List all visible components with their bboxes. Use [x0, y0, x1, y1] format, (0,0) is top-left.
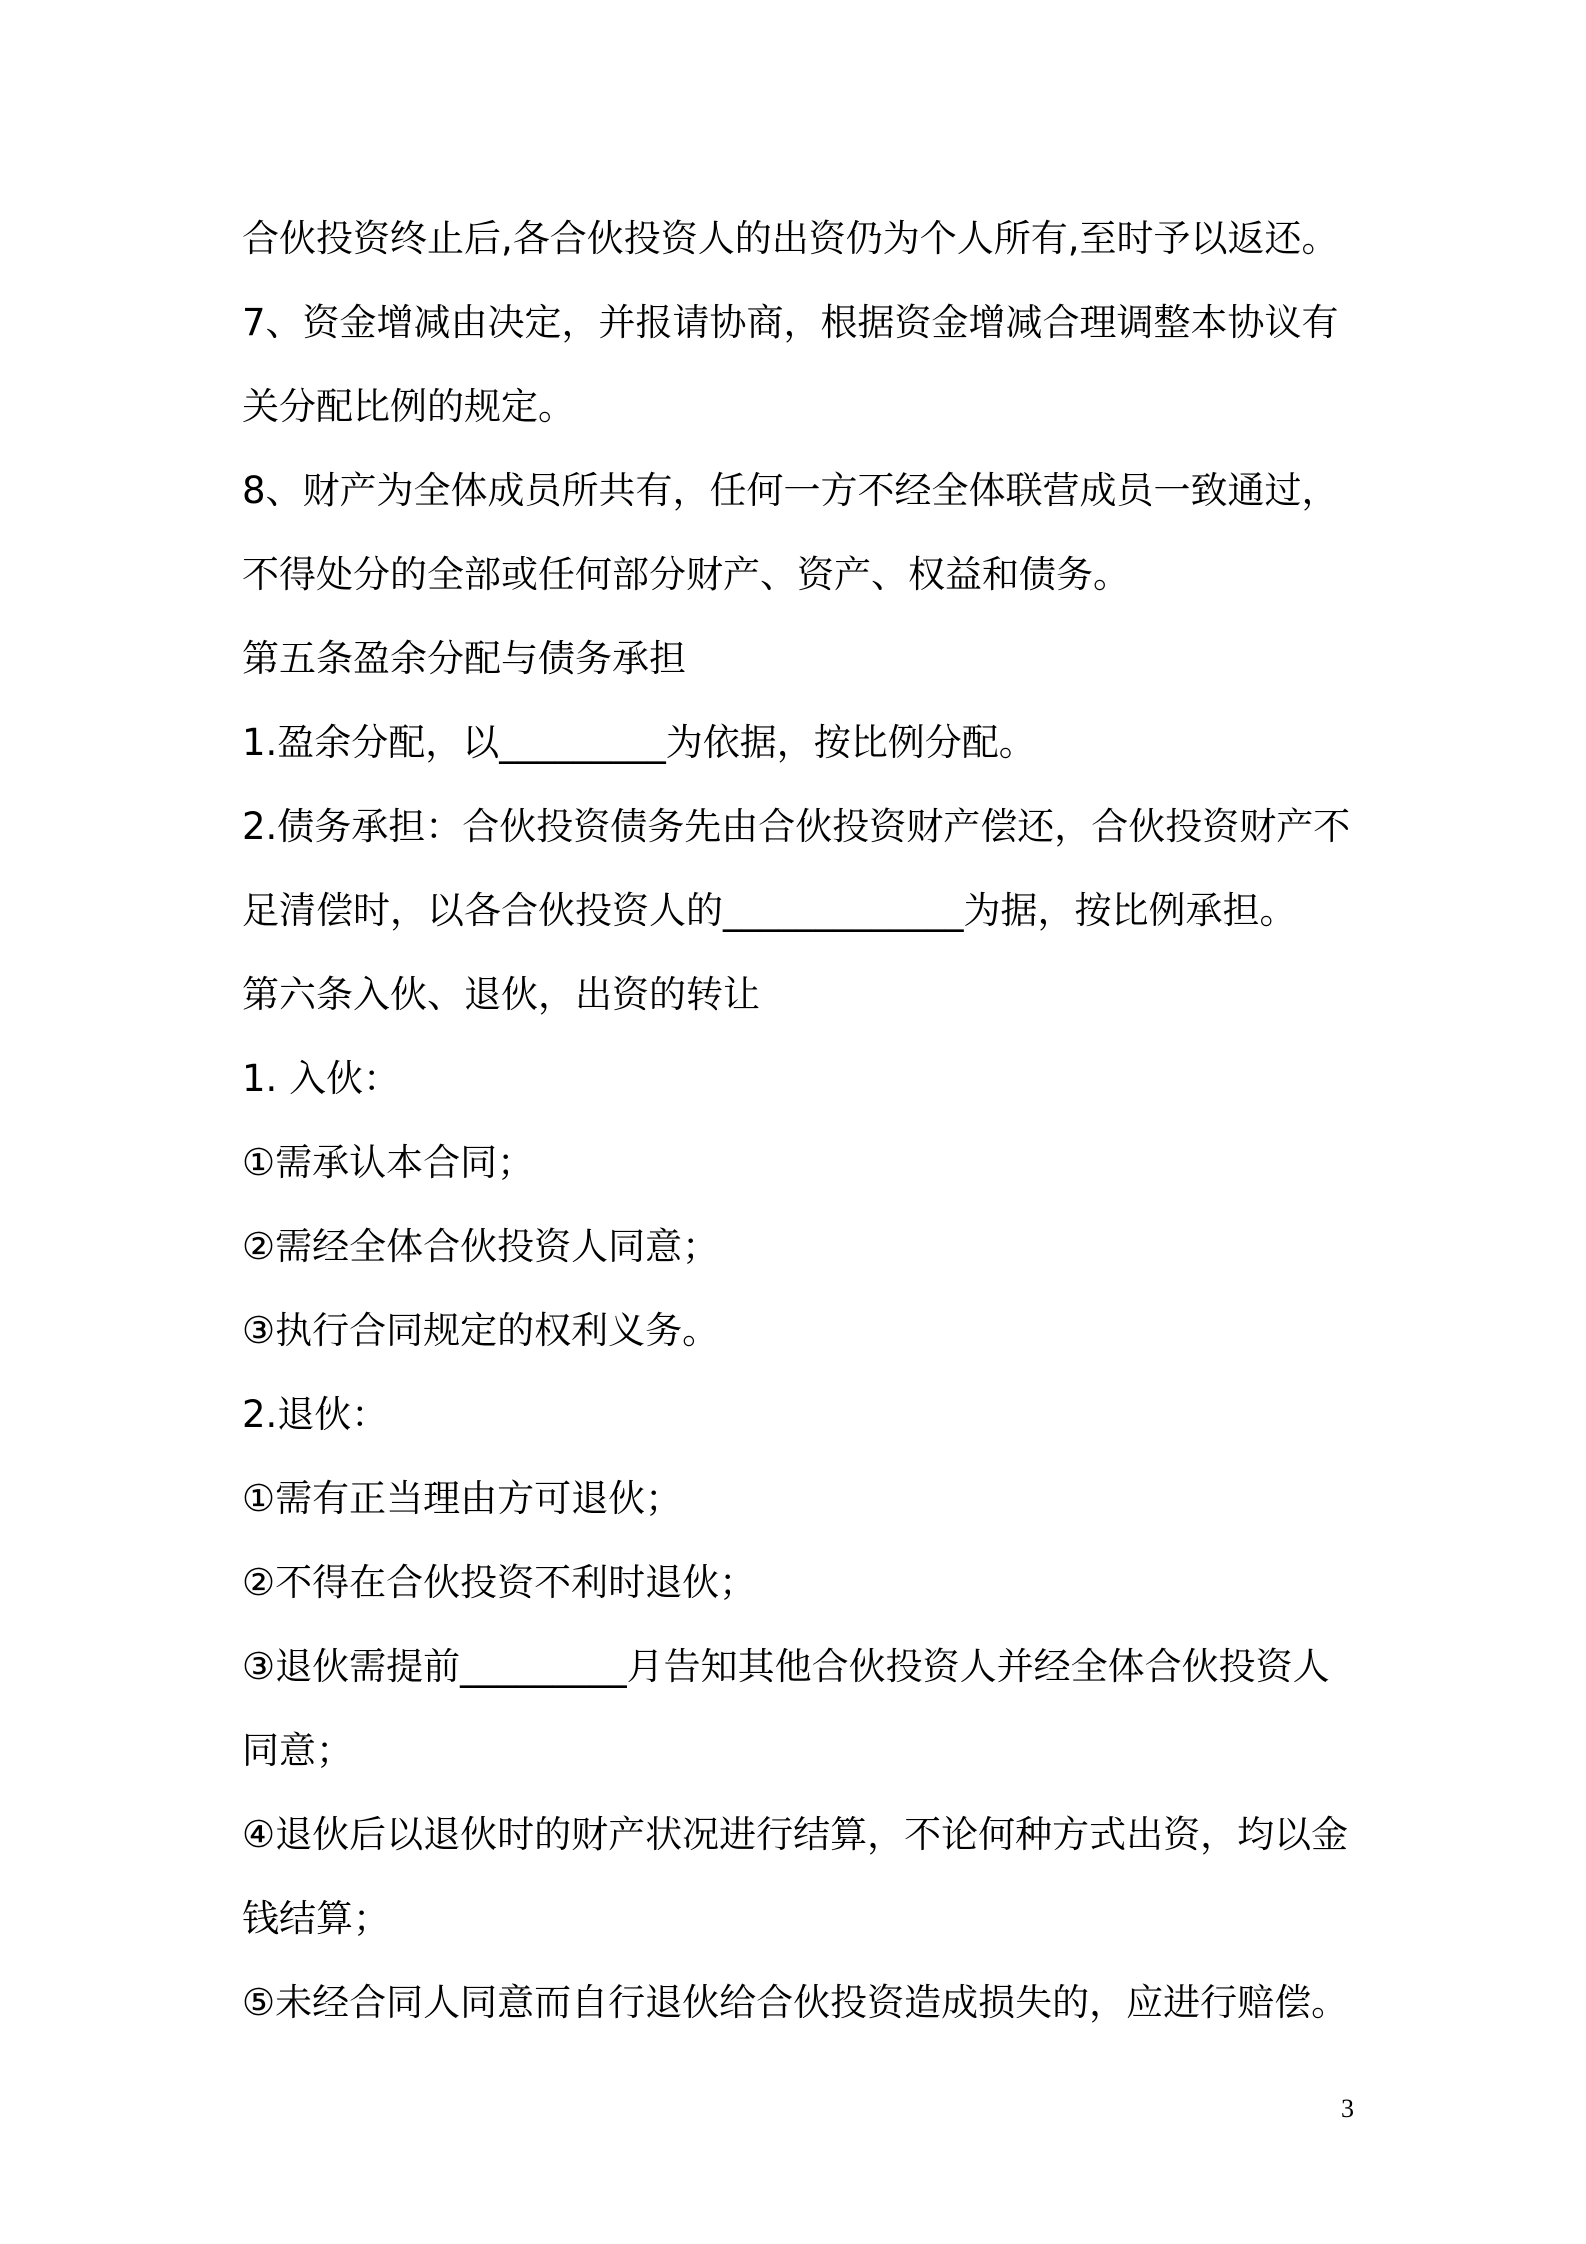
list-item: ⑤未经合同人同意而自行退伙给合伙投资造成损失的，应进行赔偿。: [242, 1981, 1349, 2024]
text-line: 合伙投资终止后,各合伙投资人的出资仍为个人所有,至时予以返还。: [242, 217, 1339, 260]
list-item: ②不得在合伙投资不利时退伙；: [242, 1561, 757, 1604]
text-line: 关分配比例的规定。: [242, 385, 575, 428]
text-line: 8、财产为全体成员所共有，任何一方不经全体联营成员一致通过，: [242, 469, 1339, 512]
text-line: 足清偿时，以各合伙投资人的_____________为据，按比例承担。: [242, 889, 1297, 932]
list-item: ①需有正当理由方可退伙；: [242, 1477, 683, 1520]
section-heading: 第五条盈余分配与债务承担: [242, 637, 686, 680]
list-item-continuation: 同意；: [242, 1729, 353, 1772]
list-item: ③执行合同规定的权利义务。: [242, 1309, 720, 1352]
list-item-continuation: 钱结算；: [242, 1897, 390, 1940]
list-item: ①需承认本合同；: [242, 1141, 535, 1184]
list-item: ②需经全体合伙投资人同意；: [242, 1225, 720, 1268]
subsection-heading: 1. 入伙：: [242, 1057, 401, 1100]
text-line: 7、资金增减由决定，并报请协商，根据资金增减合理调整本协议有: [242, 301, 1339, 344]
subsection-heading: 2.退伙：: [242, 1393, 389, 1436]
text-line: 2.债务承担：合伙投资债务先由合伙投资财产偿还，合伙投资财产不: [242, 805, 1351, 848]
page-number: 3: [1341, 2094, 1354, 2123]
text-line: 1.盈余分配，以_________为依据，按比例分配。: [242, 721, 1036, 764]
document-body: [242, 197, 1362, 2045]
list-item: ④退伙后以退伙时的财产状况进行结算，不论何种方式出资，均以金: [242, 1813, 1349, 1856]
list-item: ③退伙需提前_________月告知其他合伙投资人并经全体合伙投资人: [242, 1645, 1330, 1688]
text-line: 不得处分的全部或任何部分财产、资产、权益和债务。: [242, 553, 1130, 596]
section-heading: 第六条入伙、退伙，出资的转让: [242, 973, 760, 1016]
